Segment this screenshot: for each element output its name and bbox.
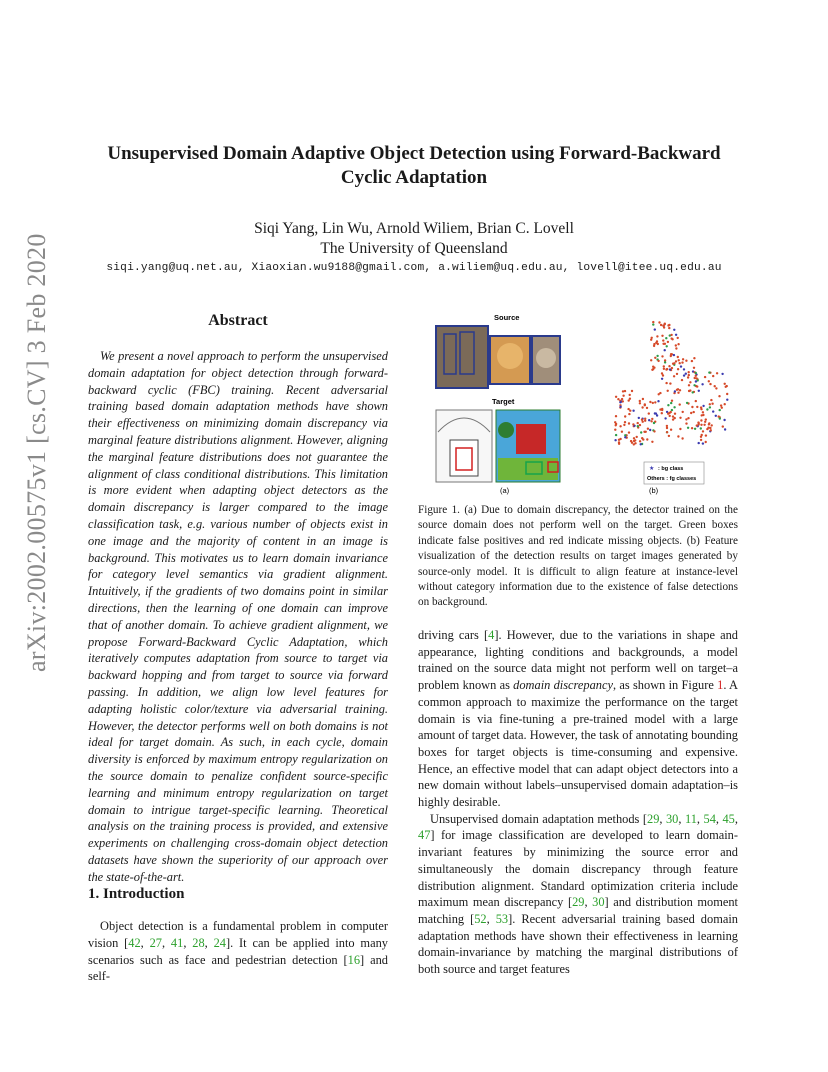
scatter-point bbox=[668, 435, 670, 437]
scatter-point bbox=[710, 399, 712, 401]
scatter-point bbox=[666, 345, 668, 347]
scatter-point bbox=[702, 405, 704, 407]
scatter-point bbox=[715, 387, 717, 389]
scatter-point bbox=[681, 437, 683, 439]
scatter-point bbox=[654, 357, 656, 359]
scatter-point bbox=[653, 430, 655, 432]
scatter-point bbox=[615, 424, 617, 426]
legend-star-icon: ★ bbox=[649, 466, 655, 472]
scatter-point bbox=[637, 425, 639, 427]
scatter-point bbox=[666, 427, 668, 429]
scatter-point bbox=[671, 367, 673, 369]
scatter-point bbox=[631, 442, 633, 444]
scatter-point bbox=[696, 424, 698, 426]
scatter-point bbox=[624, 421, 626, 423]
scatter-point bbox=[702, 430, 704, 432]
scatter-point bbox=[720, 404, 722, 406]
scatter-point bbox=[698, 442, 700, 444]
scatter-point bbox=[661, 409, 663, 411]
scatter-point bbox=[691, 360, 693, 362]
scatter-point bbox=[689, 381, 691, 383]
scatter-point bbox=[718, 395, 720, 397]
scatter-point bbox=[665, 337, 667, 339]
scatter-point bbox=[654, 412, 656, 414]
scatter-point bbox=[652, 321, 654, 323]
scatter-point bbox=[662, 343, 664, 345]
citation-link[interactable]: 47 bbox=[418, 828, 431, 843]
title-line-1: Unsupervised Domain Adaptive Object Detection using Forward-Backward bbox=[107, 143, 721, 164]
citation-link[interactable]: 42 bbox=[128, 935, 141, 950]
scatter-point bbox=[690, 412, 692, 414]
scatter-point bbox=[649, 401, 651, 403]
scatter-point bbox=[695, 375, 697, 377]
scatter-point bbox=[641, 406, 643, 408]
scatter-point bbox=[682, 411, 684, 413]
scatter-point bbox=[632, 410, 634, 412]
scatter-point bbox=[631, 390, 633, 392]
scatter-point bbox=[670, 429, 672, 431]
scatter-point bbox=[685, 418, 687, 420]
scatter-point bbox=[650, 339, 652, 341]
scatter-point bbox=[726, 393, 728, 395]
scatter-point bbox=[712, 410, 714, 412]
scatter-point bbox=[663, 365, 665, 367]
scatter-point bbox=[674, 390, 676, 392]
scatter-point bbox=[721, 373, 723, 375]
scatter-point bbox=[621, 431, 623, 433]
scatter-point bbox=[642, 398, 644, 400]
scatter-point bbox=[709, 406, 711, 408]
scatter-point bbox=[634, 442, 636, 444]
scatter-point bbox=[714, 385, 716, 387]
scatter-point bbox=[695, 377, 697, 379]
scatter-point bbox=[719, 409, 721, 411]
scatter-point bbox=[700, 419, 702, 421]
scatter-point bbox=[653, 345, 655, 347]
scatter-point bbox=[677, 356, 679, 358]
scatter-point bbox=[676, 373, 678, 375]
scatter-point bbox=[658, 321, 660, 323]
scatter-point bbox=[615, 396, 617, 398]
figure-source-label: Source bbox=[494, 313, 520, 322]
abstract-heading: Abstract bbox=[208, 312, 268, 329]
scatter-point bbox=[675, 360, 677, 362]
scatter-point bbox=[722, 425, 724, 427]
scatter-point bbox=[670, 334, 672, 336]
scatter-point bbox=[637, 422, 639, 424]
scatter-point bbox=[671, 409, 673, 411]
scatter-point bbox=[698, 390, 700, 392]
scatter-point bbox=[644, 404, 646, 406]
citation-link[interactable]: 27 bbox=[149, 935, 162, 950]
paper-title bbox=[80, 142, 748, 190]
scatter-point bbox=[652, 323, 654, 325]
scatter-point bbox=[667, 404, 669, 406]
scatter-point bbox=[661, 412, 663, 414]
scatter-point bbox=[622, 395, 624, 397]
scatter-point bbox=[716, 372, 718, 374]
scatter-point bbox=[687, 427, 689, 429]
scatter-point bbox=[633, 437, 635, 439]
scatter-point bbox=[693, 411, 695, 413]
scatter-point bbox=[703, 424, 705, 426]
scatter-point bbox=[702, 442, 704, 444]
scatter-point bbox=[709, 383, 711, 385]
scatter-legend bbox=[644, 462, 704, 484]
citation-link[interactable]: 4 bbox=[488, 628, 495, 642]
scatter-point bbox=[661, 335, 663, 337]
scatter-point bbox=[669, 368, 671, 370]
scatter-point bbox=[700, 427, 702, 429]
scatter-point bbox=[632, 423, 634, 425]
affiliation: The University of Queensland bbox=[320, 240, 508, 257]
scatter-point bbox=[639, 440, 641, 442]
citation-link[interactable]: 45 bbox=[722, 811, 735, 826]
scatter-point bbox=[702, 411, 704, 413]
scatter-point bbox=[695, 400, 697, 402]
scatter-point bbox=[685, 360, 687, 362]
author-emails: siqi.yang@uq.net.au, Xiaoxian.wu9188@gmail.com, a.wiliem@uq.edu.au, lovell@itee.uq.edu.au bbox=[106, 262, 722, 274]
scatter-point bbox=[679, 417, 681, 419]
scatter-point bbox=[615, 434, 617, 436]
scatter-point bbox=[614, 429, 616, 431]
scatter-point bbox=[666, 368, 668, 370]
citation-link[interactable]: 24 bbox=[213, 935, 226, 950]
scatter-point bbox=[693, 367, 695, 369]
scatter-point bbox=[705, 418, 707, 420]
scatter-point bbox=[670, 355, 672, 357]
scatter-point bbox=[617, 398, 619, 400]
scatter-point bbox=[677, 392, 679, 394]
scatter-point bbox=[619, 425, 621, 427]
legend-fg-classes: Others : fg classes bbox=[647, 476, 697, 482]
scatter-point bbox=[677, 435, 679, 437]
arxiv-stamp: arXiv:2002.00575v1 [cs.CV] 3 Feb 2020 bbox=[22, 233, 51, 672]
scatter-point bbox=[676, 389, 678, 391]
scatter-point bbox=[639, 424, 641, 426]
citation-link[interactable]: 16 bbox=[347, 952, 361, 967]
scatter-point bbox=[679, 403, 681, 405]
subfigure-b-label: (b) bbox=[649, 486, 659, 495]
citation-link[interactable]: 54 bbox=[703, 811, 716, 826]
scatter-point bbox=[705, 441, 707, 443]
scatter-point bbox=[628, 422, 630, 424]
scatter-point bbox=[670, 402, 672, 404]
scatter-point bbox=[704, 376, 706, 378]
scatter-point bbox=[683, 374, 685, 376]
scatter-point bbox=[667, 390, 669, 392]
scatter-point bbox=[665, 382, 667, 384]
scatter-point bbox=[688, 390, 690, 392]
scatter-point bbox=[675, 347, 677, 349]
scatter-point bbox=[712, 375, 714, 377]
scatter-point bbox=[721, 407, 723, 409]
scatter-point bbox=[618, 443, 620, 445]
scatter-point bbox=[715, 415, 717, 417]
scatter-point bbox=[651, 441, 653, 443]
citation-link[interactable]: 11 bbox=[684, 811, 697, 826]
scatter-point bbox=[651, 418, 653, 420]
abstract-text: We present a novel approach to perform the unsupervised domain adaptation for object detection through forward-backward cyclic (FBC) training. Recent adversarial training based domain adaptation methods have shown their effectiveness on minimizing domain discrepancy via marginal feature distributions alignment. However, aligning the marginal feature distributions does not guarantee the alignment of class conditional distributions. This limitation is more evident when adapting object detectors as the domain discrepancy is larger compared to the image classification task, e.g. various number of objects exist in one image and the majority of content in an image is background. This motivates us to learn domain invariance for category level semantics via gradient alignment. Intuitively, if the gradients of two domains point in similar directions, then the learning of one domain can improve that of another domain. To achieve gradient alignment, we propose Forward-Backward Cyclic Adaptation, which iteratively computes adaptation from source to target via backward hopping and from target to source via forward passing. In addition, we align low level features for adapting holistic color/texture via adversarial training. However, the detector performs well on both domains is not ideal for target domain. As such, in each cycle, domain diversity is enforced by maximum entropy regularization on the source domain to penalize confident source-specific learning and minimum entropy regularization on target domain to intrigue target-specific learning. Theoretical analysis on the training process is provided, and extensive experiments on challenging cross-domain object detection datasets have shown the superiority of our approach over the state-of-the-art. bbox=[88, 349, 388, 884]
scatter-point bbox=[719, 417, 721, 419]
scatter-point bbox=[700, 439, 702, 441]
right-column-text bbox=[418, 627, 738, 978]
scatter-point bbox=[643, 431, 645, 433]
scatter-point bbox=[656, 335, 658, 337]
scatter-point bbox=[653, 367, 655, 369]
scatter-point bbox=[674, 413, 676, 415]
scatter-point bbox=[662, 339, 664, 341]
scatter-point bbox=[624, 415, 626, 417]
scatter-point bbox=[708, 380, 710, 382]
scatter-point bbox=[672, 363, 674, 365]
scatter-point bbox=[648, 412, 650, 414]
scatter-point bbox=[691, 427, 693, 429]
scatter-point bbox=[711, 403, 713, 405]
scatter-point bbox=[668, 327, 670, 329]
scatter-point bbox=[701, 434, 703, 436]
scatter-point bbox=[633, 440, 635, 442]
scatter-point bbox=[649, 429, 651, 431]
scatter-point bbox=[627, 408, 629, 410]
scatter-point bbox=[670, 411, 672, 413]
citation-link[interactable]: 41 bbox=[170, 935, 184, 950]
figure-1 bbox=[430, 312, 750, 502]
scatter-point bbox=[688, 371, 690, 373]
scatter-point bbox=[725, 386, 727, 388]
scatter-point bbox=[677, 337, 679, 339]
scatter-point bbox=[683, 368, 685, 370]
scatter-point bbox=[638, 417, 640, 419]
scatter-point bbox=[695, 380, 697, 382]
scatter-point bbox=[646, 407, 648, 409]
scatter-point bbox=[687, 376, 689, 378]
scatter-point bbox=[615, 415, 617, 417]
scatter-point bbox=[696, 385, 698, 387]
scatter-point bbox=[648, 419, 650, 421]
scatter-point bbox=[673, 354, 675, 356]
scatter-point bbox=[673, 329, 675, 331]
scatter-point bbox=[705, 434, 707, 436]
scatter-point bbox=[628, 413, 630, 415]
scatter-point bbox=[675, 344, 677, 346]
scatter-point bbox=[663, 326, 665, 328]
scatter-point bbox=[688, 384, 690, 386]
scatter-point bbox=[673, 375, 675, 377]
scatter-point bbox=[659, 392, 661, 394]
scatter-point bbox=[678, 359, 680, 361]
scatter-point bbox=[621, 398, 623, 400]
scatter-point bbox=[677, 368, 679, 370]
scatter-point bbox=[688, 374, 690, 376]
scatter-point bbox=[668, 365, 670, 367]
scatter-point bbox=[640, 431, 642, 433]
scatter-point bbox=[664, 349, 666, 351]
scatter-point bbox=[681, 379, 683, 381]
source-images bbox=[436, 326, 560, 388]
scatter-point bbox=[650, 420, 652, 422]
scatter-point bbox=[675, 334, 677, 336]
scatter-point bbox=[693, 384, 695, 386]
scatter-point bbox=[657, 360, 659, 362]
scatter-point bbox=[704, 421, 706, 423]
legend-bg-class: : bg class bbox=[658, 466, 684, 472]
scatter-point bbox=[656, 414, 658, 416]
scatter-point bbox=[622, 390, 624, 392]
figure-reference-link[interactable]: 1 bbox=[717, 678, 724, 693]
intro-paragraph-2: Unsupervised domain adaptation methods [29, 30, 11, 54, 45, 47] for image classification are developed to learn domain-invariant features by minimizing the source error and simultaneously the domain discrepancy through feature distribution alignment. Standard optimization criteria include maximum mean discrepancy [29, 30] and distribution moment matching [52, 53]. Recent adversarial training based domain adaptation methods have shown their effectiveness in learning domain-invariance by matching the marginal distributions of both source and target features bbox=[418, 811, 738, 977]
scatter-point bbox=[667, 324, 669, 326]
target-images bbox=[436, 410, 560, 482]
scatter-point bbox=[624, 436, 626, 438]
scatter-point bbox=[657, 400, 659, 402]
author-list: Siqi Yang, Lin Wu, Arnold Wiliem, Brian C. Lovell bbox=[254, 220, 574, 237]
introduction-paragraph: Object detection is a fundamental problem in computer vision [42, 27, 41, 28, 24]. It can be applied into many scenarios such as face and pedestrian detection [16] and self- bbox=[88, 919, 388, 984]
scatter-point bbox=[652, 402, 654, 404]
scatter-point bbox=[644, 420, 646, 422]
scatter-point bbox=[661, 355, 663, 357]
scatter-point bbox=[614, 439, 616, 441]
scatter-point bbox=[646, 438, 648, 440]
scatter-point bbox=[664, 361, 666, 363]
scatter-point bbox=[708, 423, 710, 425]
scatter-point bbox=[723, 419, 725, 421]
scatter-point bbox=[682, 358, 684, 360]
citation-link[interactable]: 52 bbox=[474, 911, 487, 926]
scatter-point bbox=[640, 443, 642, 445]
scatter-point bbox=[647, 428, 649, 430]
scatter-point bbox=[709, 403, 711, 405]
scatter-point bbox=[698, 422, 700, 424]
citation-link[interactable]: 30 bbox=[665, 811, 679, 826]
scatter-point bbox=[700, 406, 702, 408]
figure-target-label: Target bbox=[492, 397, 515, 406]
intro-paragraph-continued: driving cars [4]. However, due to the variations in shape and appearance, lighting conditions and backgrounds, a model trained on the source data might not perform well on target–a problem known as domain discrepancy, as shown in Figure 1. A common approach to maximize the performance on the target domain is via fine-tuning a pre-trained model with a large amount of target data. However, the task of annotating bounding boxes for target objects is time-consuming and expensive. Hence, an effective model that can adapt object detectors into a new domain without labels–unsupervised domain adaptation–is highly desirable. bbox=[418, 628, 738, 810]
scatter-point bbox=[619, 438, 621, 440]
scatter-point bbox=[680, 365, 682, 367]
scatter-point bbox=[701, 383, 703, 385]
scatter-point bbox=[711, 424, 713, 426]
scatter-point bbox=[623, 424, 625, 426]
title-line-2: Cyclic Adaptation bbox=[340, 167, 488, 188]
scatter-point bbox=[701, 414, 703, 416]
scatter-point bbox=[641, 419, 643, 421]
scatter-point bbox=[639, 402, 641, 404]
scatter-point bbox=[677, 343, 679, 345]
scatter-point bbox=[622, 400, 624, 402]
scatter-point bbox=[679, 362, 681, 364]
scatter-point bbox=[664, 417, 666, 419]
scatter-point bbox=[628, 431, 630, 433]
scatter-point bbox=[681, 361, 683, 363]
scatter-point bbox=[706, 408, 708, 410]
scatter-point bbox=[685, 373, 687, 375]
scatter-point bbox=[667, 413, 669, 415]
scatter-point bbox=[669, 382, 671, 384]
scatter-point bbox=[726, 399, 728, 401]
scatter-point bbox=[691, 406, 693, 408]
scatter-point bbox=[656, 355, 658, 357]
scatter-point bbox=[653, 422, 655, 424]
scatter-point bbox=[641, 437, 643, 439]
scatter-point bbox=[663, 368, 665, 370]
scatter-point bbox=[666, 425, 668, 427]
scatter-point bbox=[654, 401, 656, 403]
scatter-point bbox=[710, 429, 712, 431]
scatter-point bbox=[696, 406, 698, 408]
scatter-point bbox=[667, 341, 669, 343]
scatter-point bbox=[685, 422, 687, 424]
scatter-point bbox=[693, 357, 695, 359]
scatter-point bbox=[639, 400, 641, 402]
scatter-point bbox=[629, 394, 631, 396]
scatter-point bbox=[636, 436, 638, 438]
citation-link[interactable]: 29 bbox=[572, 895, 585, 910]
scatter-point bbox=[708, 371, 710, 373]
scatter-point bbox=[694, 428, 696, 430]
citation-link[interactable]: 29 bbox=[647, 811, 660, 826]
scatter-point bbox=[673, 406, 675, 408]
scatter-point bbox=[661, 372, 663, 374]
subfigure-a-label: (a) bbox=[500, 486, 510, 495]
scatter-point bbox=[650, 359, 652, 361]
scatter-point bbox=[724, 403, 726, 405]
introduction-heading: 1. Introduction bbox=[88, 886, 185, 902]
scatter-point bbox=[679, 428, 681, 430]
scatter-point bbox=[669, 415, 671, 417]
scatter-point bbox=[654, 328, 656, 330]
citation-link[interactable]: 28 bbox=[192, 935, 205, 950]
scatter-point bbox=[672, 418, 674, 420]
figure-1-caption: Figure 1. (a) Due to domain discrepancy, the detector trained on the source domain does not perform well on the target. Green boxes indicate false positives and red indicate missing objects. (b) Feature visualization of the detection results on target images generated by source-only model. It is difficult to align feature at instance-level without category information due to the existence of false detections on background. bbox=[418, 504, 738, 609]
scatter-point bbox=[687, 417, 689, 419]
scatter-point bbox=[706, 428, 708, 430]
scatter-point bbox=[671, 400, 673, 402]
scatter-point bbox=[692, 391, 694, 393]
feature-scatter-plot bbox=[614, 321, 729, 446]
scatter-point bbox=[656, 340, 658, 342]
scatter-point bbox=[686, 402, 688, 404]
scatter-point bbox=[661, 378, 663, 380]
scatter-point bbox=[724, 383, 726, 385]
scatter-point bbox=[671, 337, 673, 339]
scatter-point bbox=[695, 372, 697, 374]
scatter-point bbox=[666, 431, 668, 433]
scatter-point bbox=[629, 398, 631, 400]
scatter-point bbox=[619, 406, 621, 408]
scatter-point bbox=[672, 415, 674, 417]
scatter-point bbox=[664, 323, 666, 325]
citation-link[interactable]: 30 bbox=[592, 895, 605, 910]
scatter-point bbox=[700, 424, 702, 426]
scatter-point bbox=[660, 324, 662, 326]
citation-link[interactable]: 53 bbox=[495, 911, 509, 926]
scatter-point bbox=[724, 428, 726, 430]
